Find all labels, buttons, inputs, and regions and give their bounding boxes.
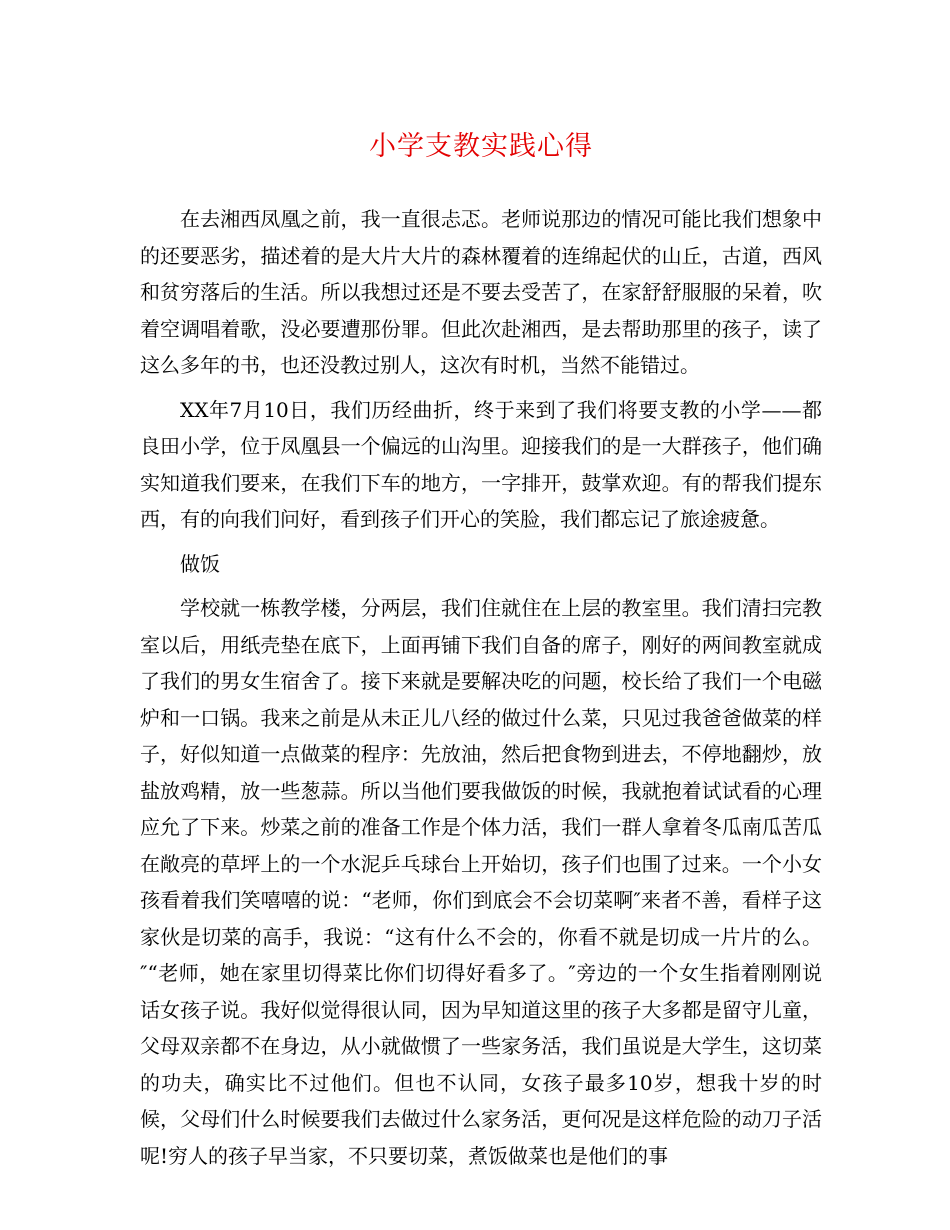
paragraph: 在去湘西凤凰之前，我一直很忐忑。老师说那边的情况可能比我们想象中的还要恶劣，描述着的是大片大片的森林覆着的连绵起伏的山丘，古道，西风和贫穷落后的生活。所以我想过还是不要去受苦了，在家舒舒服服的呆着，吹着空调唱着歌，没必要遭那份罪。但此次赴湘西，是去帮助那里的孩子，读了这么多年的书，也还没教过别人，这次有时机，当然不能错过。	[140, 207, 822, 377]
document-title: 小学支教实践心得	[369, 131, 593, 162]
document-body	[140, 201, 822, 1174]
paragraph: 学校就一栋教学楼，分两层，我们住就住在上层的教室里。我们清扫完教室以后，用纸壳垫在底下，上面再铺下我们自备的席子，刚好的两间教室就成了我们的男女生宿舍了。接下来就是要解决吃的问题，校长给了我们一个电磁炉和一口锅。我来之前是从未正儿八经的做过什么菜，只见过我爸爸做菜的样子，好似知道一点做菜的程序：先放油，然后把食物到进去，不停地翻炒，放盐放鸡精，放一些葱蒜。所以当他们要我做饭的时候，我就抱着试试看的心理应允了下来。炒菜之前的准备工作是个体力活，我们一群人拿着冬瓜南瓜苦瓜在敞亮的草坪上的一个水泥乒乓球台上开始切，孩子们也围了过来。一个小女孩看着我们笑嘻嘻的说：“老师，你们到底会不会切菜啊″来者不善，看样子这家伙是切菜的高手，我说：“这有什么不会的，你看不就是切成一片片的么。″“老师，她在家里切得菜比你们切得好看多了。″旁边的一个女生指着刚刚说话女孩子说。我好似觉得很认同，因为早知道这里的孩子大多都是留守儿童，父母双亲都不在身边，从小就做惯了一些家务活，我们虽说是大学生，这切菜的功夫，确实比不过他们。但也不认同，女孩子最多10岁，想我十岁的时候，父母们什么时候要我们去做过什么家务活，更何况是这样危险的动刀子活呢!穷人的孩子早当家，不只要切菜，煮饭做菜也是他们的事	[140, 596, 822, 1168]
paragraph: XX年7月10日，我们历经曲折，终于来到了我们将要支教的小学——都良田小学，位于凤凰县一个偏远的山沟里。迎接我们的是一大群孩子，他们确实知道我们要来，在我们下车的地方，一字排开，鼓掌欢迎。有的帮我们提东西，有的向我们问好，看到孩子们开心的笑脸，我们都忘记了旅途疲惫。	[140, 397, 822, 531]
section-heading: 做饭	[180, 551, 220, 576]
